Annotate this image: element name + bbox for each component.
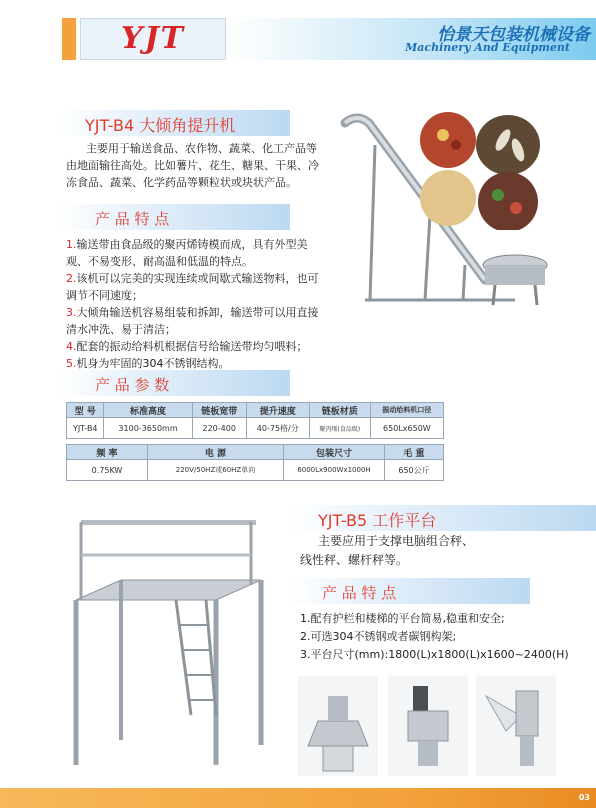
table-header-row	[67, 403, 444, 418]
table-cell: 0.75KW	[67, 460, 148, 481]
table-cell: 220-400	[192, 418, 246, 439]
b4-intro-line-1: 主要用于输送食品、农作物、蔬菜、化工产品等	[86, 142, 317, 155]
b4-intro-line-2: 由地面输往高处。比如薯片、花生、糖果、干果、冷	[66, 159, 319, 172]
table-cell: 3100-3650mm	[104, 418, 192, 439]
header-orange-block	[62, 18, 76, 60]
b5-intro-line-2: 线性秤、螺杆秤等。	[300, 553, 409, 567]
b5-feature-1: 1.配有护栏和楼梯的平台简易,稳重和安全;	[300, 612, 505, 625]
table-cell: YJT-B4	[67, 418, 104, 439]
table-header-cell: 提升速度	[246, 403, 309, 418]
b4-feature-1	[66, 236, 356, 270]
page-number: 03	[578, 793, 590, 802]
table-cell: 650公斤	[385, 460, 444, 481]
table-header-cell: 型 号	[67, 403, 104, 418]
table-header-cell: 振动给料机口径	[370, 403, 443, 418]
company-name-cn: 怡景天包装机械设备	[437, 25, 590, 45]
table-cell: 220V/50HZ或60HZ单向	[148, 460, 284, 481]
b5-platform-image	[66, 500, 271, 775]
b4-params-title: 产 品 参 数	[95, 376, 170, 394]
b4-feature-4-num: 4.	[66, 340, 77, 353]
b4-feature-2-line-1: 该机可以完美的实现连续或间歇式输送物料，也可	[76, 272, 319, 285]
table-row	[67, 418, 444, 439]
b4-feature-2-num: 2.	[66, 272, 77, 285]
b5-intro-line-1: 主要应用于支撑电脑组合秤、	[318, 534, 475, 548]
b4-params-table-2	[66, 444, 444, 481]
b4-features-title: 产 品 特 点	[95, 210, 170, 228]
b4-feature-4	[66, 338, 356, 355]
company-logo: YJT	[121, 21, 185, 56]
table-cell: 40-75格/分	[246, 418, 309, 439]
b5-title: YJT-B5 工作平台	[318, 511, 437, 530]
b4-params-table-1	[66, 402, 444, 439]
b4-feature-3-num: 3.	[66, 306, 77, 319]
linear-weigher-image	[388, 676, 468, 776]
b4-title: YJT-B4 大倾角提升机	[85, 116, 236, 135]
b4-feature-1-line-2: 观、不易变形、耐高温和低温的特点。	[66, 255, 253, 268]
b4-feature-2-line-2: 调节不同速度；	[66, 289, 143, 302]
screw-weigher-image	[476, 676, 556, 776]
b4-feature-5-num: 5.	[66, 357, 77, 370]
b4-feature-2	[66, 270, 356, 304]
table-header-cell: 毛 重	[385, 445, 444, 460]
table-header-cell: 电 源	[148, 445, 284, 460]
b4-feature-5-line-1: 机身为牢固的304不锈钢结构。	[76, 357, 230, 370]
b4-feature-3	[66, 304, 356, 338]
food-products-collage	[418, 110, 543, 230]
b4-feature-4-line-1: 配套的振动给料机根据信号给输送带均匀喂料；	[76, 340, 308, 353]
multihead-weigher-image	[298, 676, 378, 776]
table-header-cell: 包装尺寸	[284, 445, 385, 460]
table-header-cell: 链板宽带	[192, 403, 246, 418]
footer-bar	[0, 788, 596, 808]
b4-feature-1-num: 1.	[66, 238, 77, 251]
table-row	[67, 460, 444, 481]
b4-feature-3-line-2: 清水冲洗、易于清洁；	[66, 323, 176, 336]
b5-feature-2: 2.可选304不锈钢或者碳钢构架;	[300, 630, 457, 643]
table-header-cell: 链板材质	[309, 403, 370, 418]
table-header-row	[67, 445, 444, 460]
company-name-en: Machinery And Equipment	[405, 41, 570, 54]
b4-feature-3-line-1: 大倾角输送机容易组装和拆卸，输送带可以用直接	[76, 306, 319, 319]
table-cell: 聚丙烯(食品级)	[309, 418, 370, 439]
table-cell: 6000Lx900Wx1000H	[284, 460, 385, 481]
table-cell: 650Lx650W	[370, 418, 443, 439]
b4-intro-line-3: 冻食品、蔬菜、化学药品等颗粒状或块状产品。	[66, 176, 297, 189]
b5-features-title: 产 品 特 点	[322, 584, 397, 602]
b4-feature-1-line-1: 输送带由食品级的聚丙烯铸模而成，具有外型美	[76, 238, 308, 251]
table-header-cell: 标准高度	[104, 403, 192, 418]
table-header-cell: 频 率	[67, 445, 148, 460]
b5-feature-3: 3.平台尺寸(mm):1800(L)x1800(L)x1600~2400(H)	[300, 648, 569, 661]
